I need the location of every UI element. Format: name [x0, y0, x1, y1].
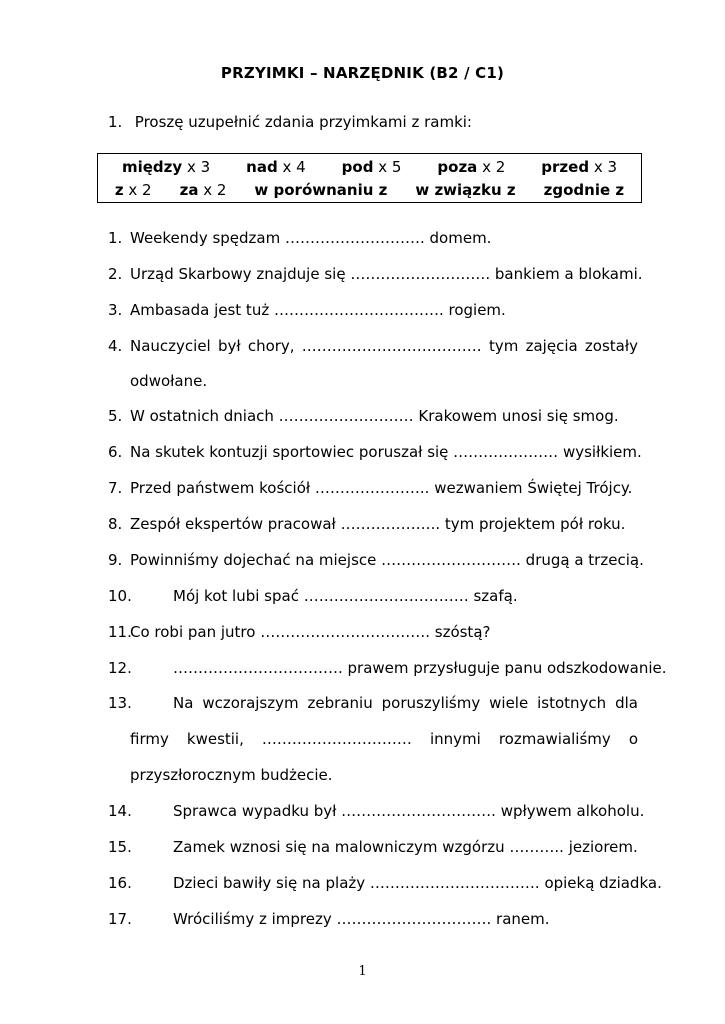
exercise-item: 7. Przed państwem kościół ………………….. wezwaniem Świętej Trójcy.: [108, 479, 633, 497]
exercise-item: 5. W ostatnich dniach ……………………… Krakowem unosi się smog.: [108, 407, 619, 425]
exercise-item-continuation: przyszłorocznym budżecie.: [130, 766, 333, 784]
preposition-pod: pod x 5: [341, 158, 402, 176]
preposition-zgodnie-z: zgodnie z: [543, 181, 625, 199]
exercise-item-continuation: firmy kwestii, ………………………… innymi rozmawialiśmy o: [130, 730, 638, 748]
exercise-item: 8. Zespół ekspertów pracował ……………….. tym projektem pół roku.: [108, 515, 626, 533]
exercise-item: 14. Sprawca wypadku był …………………………. wpływem alkoholu.: [108, 802, 645, 820]
preposition-za: za x 2: [179, 181, 227, 199]
task-instruction: [108, 113, 472, 131]
preposition-nad: nad x 4: [246, 158, 306, 176]
task-text: Proszę uzupełnić zdania przyimkami z ramki:: [134, 113, 472, 131]
preposition-przed: przed x 3: [541, 158, 618, 176]
task-number: 1.: [108, 113, 123, 131]
page-title: PRZYIMKI – NARZĘDNIK (B2 / C1): [220, 64, 505, 82]
exercise-item: 12. ……………………………. prawem przysługuje panu odszkodowanie.: [108, 659, 667, 677]
preposition-miedzy: między x 3: [121, 158, 211, 176]
exercise-item: 11. Co robi pan jutro ……………………………. szóstą?: [108, 623, 491, 641]
exercise-item: 1. Weekendy spędzam ………………………. domem.: [108, 229, 492, 247]
preposition-z: z x 2: [114, 181, 152, 199]
exercise-item: 15. Zamek wznosi się na malowniczym wzgórzu ……….. jeziorem.: [108, 838, 638, 856]
exercise-item: 9. Powinniśmy dojechać na miejsce ………………………. drugą a trzecią.: [108, 551, 644, 569]
exercise-item: 10. Mój kot lubi spać …………………………… szafą.: [108, 587, 518, 605]
preposition-w-zwiazku-z: w związku z: [415, 181, 516, 199]
exercise-item: 3. Ambasada jest tuż ……………………………. rogiem.: [108, 301, 506, 319]
exercise-item-continuation: odwołane.: [130, 372, 208, 390]
exercise-item: 16. Dzieci bawiły się na plaży ……………………………. opieką dziadka.: [108, 874, 662, 892]
preposition-w-porownaniu-z: w porównaniu z: [254, 181, 388, 199]
preposition-row-2: [98, 181, 641, 199]
preposition-poza: poza x 2: [437, 158, 506, 176]
exercise-item: 13. Na wczorajszym zebraniu poruszyliśmy wiele istotnych dla: [108, 694, 638, 712]
preposition-row-1: [98, 158, 641, 176]
page-number: 1: [358, 964, 367, 979]
exercise-item: 6. Na skutek kontuzji sportowiec poruszał się ………………… wysiłkiem.: [108, 443, 642, 461]
exercise-item: 4. Nauczyciel był chory, ……………………………… tym zajęcia zostały: [108, 337, 638, 355]
exercise-item: 2. Urząd Skarbowy znajduje się ………………………. bankiem a blokami.: [108, 265, 643, 283]
preposition-box: [97, 153, 642, 203]
exercise-item: 17. Wróciliśmy z imprezy …………………………. ranem.: [108, 910, 550, 928]
